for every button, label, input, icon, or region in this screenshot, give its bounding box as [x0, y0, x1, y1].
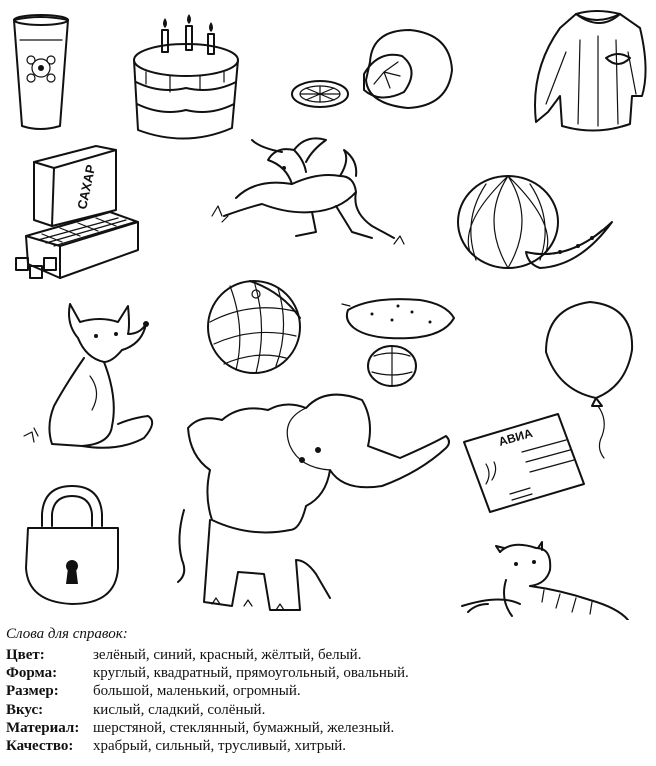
reference-words-section — [6, 626, 646, 755]
reference-label: Материал: — [6, 719, 80, 736]
cucumber-icon — [342, 299, 454, 386]
reference-words: круглый, квадратный, прямоугольный, овальный. — [93, 665, 409, 682]
reference-row-shape — [6, 664, 409, 682]
reference-label: Цвет: — [6, 647, 45, 663]
padlock-icon — [26, 486, 118, 604]
balloon-icon — [546, 302, 632, 458]
tiger-icon — [462, 542, 628, 620]
airmail-envelope-icon — [464, 414, 584, 512]
reference-row-taste — [6, 701, 409, 719]
reference-label: Вкус: — [6, 701, 44, 718]
elephant-icon — [178, 395, 449, 610]
reference-words: шерстяной, стеклянный, бумажный, железный. — [93, 719, 395, 736]
reference-row-color — [6, 646, 409, 664]
reference-words: кислый, сладкий, солёный. — [93, 701, 266, 718]
ball-icon — [208, 281, 300, 373]
hare-icon — [212, 138, 404, 244]
sugar-box-icon — [16, 146, 138, 278]
sugar-box-label: САХАР — [74, 163, 99, 211]
reference-words: зелёный, синий, красный, жёлтый, белый. — [93, 647, 362, 663]
reference-row-size — [6, 682, 409, 700]
fox-icon — [24, 304, 152, 448]
reference-row-quality — [6, 737, 409, 755]
sweater-icon — [535, 11, 646, 131]
reference-label: Форма: — [6, 665, 58, 682]
reference-words: большой, маленький, огромный. — [93, 683, 301, 700]
lemon-icon — [292, 30, 452, 108]
reference-label: Качество: — [6, 738, 74, 755]
envelope-label: АВИА — [496, 425, 535, 449]
reference-row-material — [6, 719, 409, 737]
birthday-cake-icon — [134, 14, 238, 139]
watermelon-icon — [458, 176, 612, 268]
glass-icon — [14, 15, 68, 129]
reference-label: Размер: — [6, 683, 59, 700]
reference-words-table — [6, 646, 409, 755]
reference-intro: Слова для справок: — [6, 626, 128, 642]
reference-words: храбрый, сильный, трусливый, хитрый. — [93, 738, 347, 755]
